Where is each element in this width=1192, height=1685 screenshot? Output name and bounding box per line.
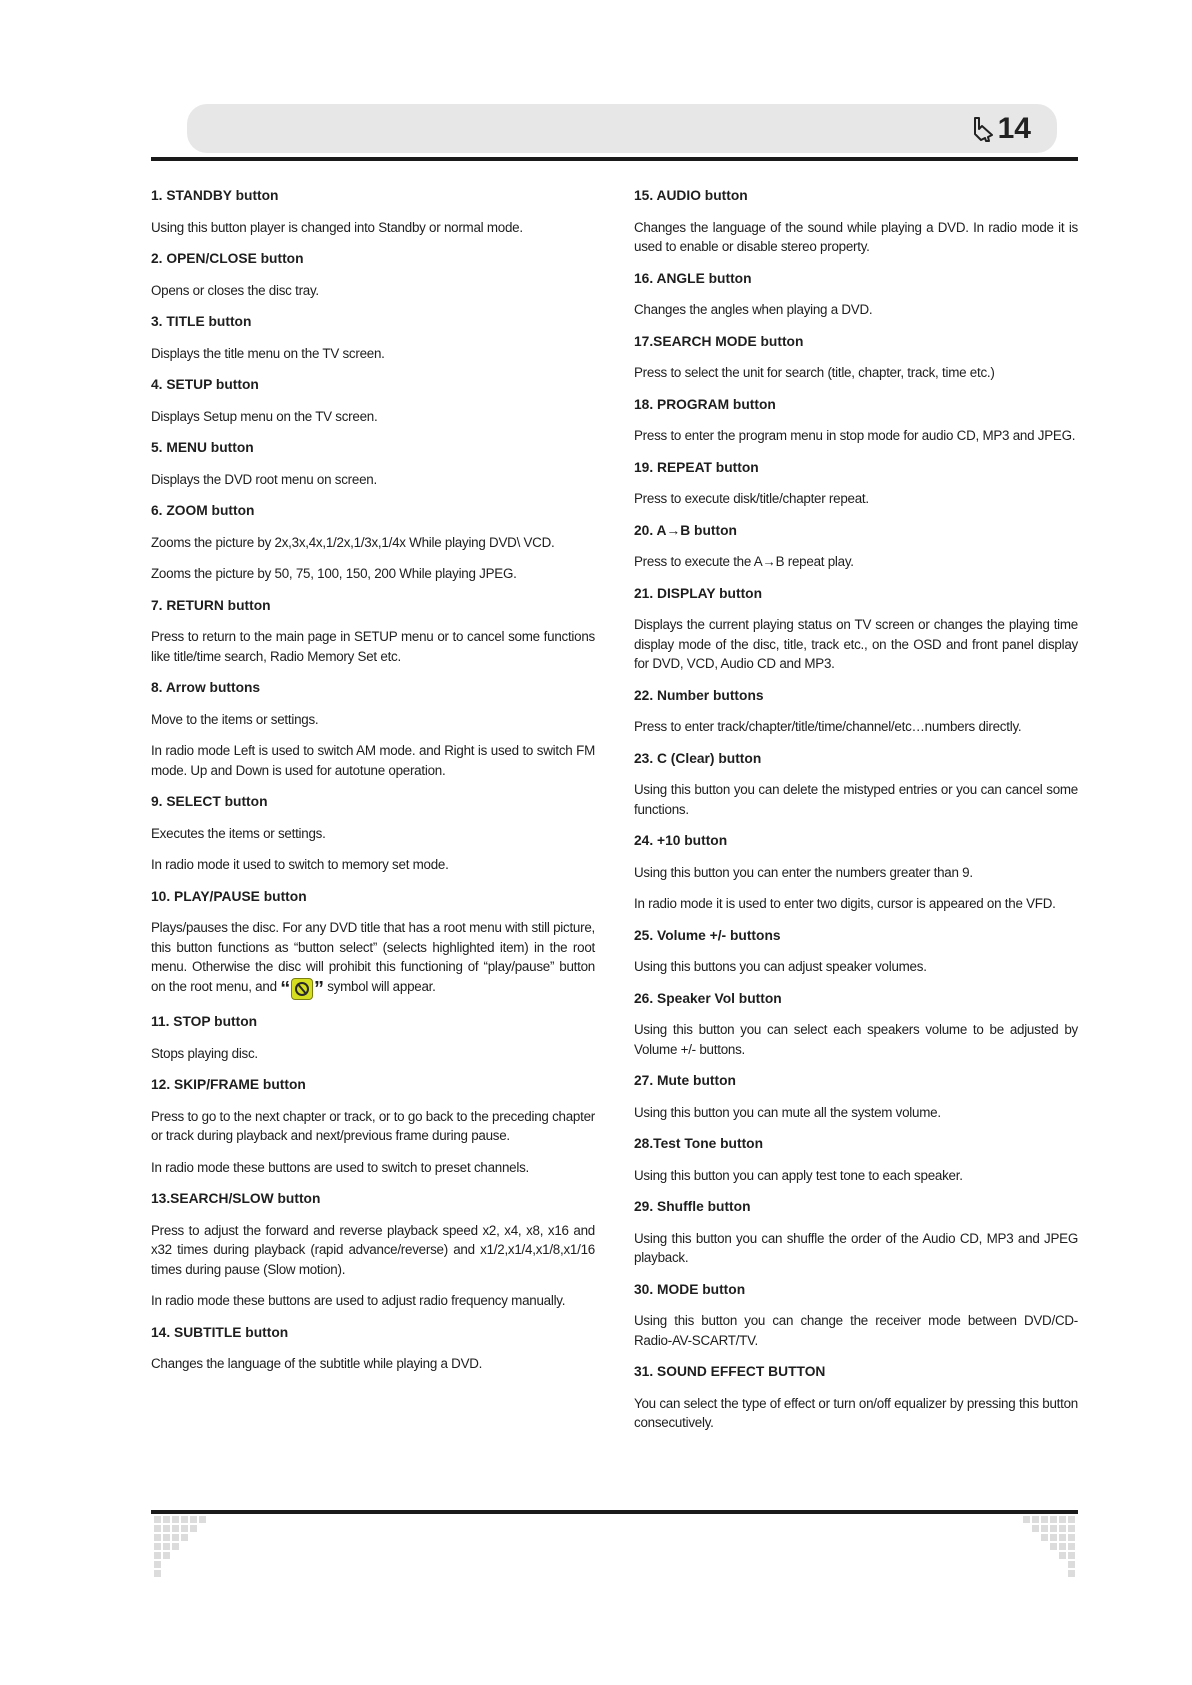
left-column — [151, 186, 595, 1386]
button-entry — [634, 395, 1078, 446]
entry-title: 12. SKIP/FRAME button — [151, 1077, 306, 1093]
entry-description: Press to execute disk/title/chapter repeat. — [634, 491, 869, 506]
decorative-dot — [163, 1525, 170, 1532]
entry-description: You can select the type of effect or turn on/off equalizer by pressing this button consecutively. — [634, 1395, 1078, 1430]
entry-description: Press to enter track/chapter/title/time/channel/etc…numbers directly. — [634, 719, 1022, 734]
button-entry — [151, 375, 595, 426]
button-entry — [634, 1280, 1078, 1351]
decorative-dot — [1023, 1516, 1030, 1523]
decorative-dot — [181, 1516, 188, 1523]
button-entry — [634, 926, 1078, 977]
decorative-dot — [154, 1516, 161, 1523]
entry-title: 18. PROGRAM button — [634, 396, 776, 412]
entry-title: 17.SEARCH MODE button — [634, 333, 804, 349]
entry-description: Displays the DVD root menu on screen. — [151, 471, 377, 487]
decorative-dot — [1068, 1516, 1075, 1523]
close-quote: ” — [314, 977, 324, 1000]
button-entry — [634, 332, 1078, 383]
decorative-dot — [1050, 1516, 1057, 1523]
entry-title: 1. STANDBY button — [151, 188, 279, 203]
top-rule — [151, 157, 1078, 161]
entry-title: 30. MODE button — [634, 1281, 746, 1297]
entry-description: Stops playing disc. — [151, 1045, 258, 1061]
entry-title: 31. SOUND EFFECT BUTTON — [634, 1364, 826, 1379]
right-column — [634, 186, 1078, 1445]
decorative-dot — [181, 1525, 188, 1532]
entry-description: Press to enter the program menu in stop mode for audio CD, MP3 and JPEG. — [634, 428, 1076, 443]
entry-title: 10. PLAY/PAUSE button — [151, 888, 307, 904]
decorative-dot — [172, 1534, 179, 1541]
decorative-dot — [1068, 1570, 1075, 1577]
entry-description: Using this button you can mute all the system volume. — [634, 1104, 941, 1120]
decorative-dot — [190, 1516, 197, 1523]
decorative-dot — [154, 1570, 161, 1577]
decorative-dot — [1041, 1534, 1048, 1541]
entry-title: 21. DISPLAY button — [634, 585, 763, 601]
entry-description: Changes the language of the sound while playing a DVD. In radio mode it is used to enable or disable stereo property. — [634, 219, 1078, 254]
decorative-dot — [1032, 1525, 1039, 1532]
decorative-dot — [181, 1534, 188, 1541]
decorative-dot — [172, 1543, 179, 1550]
decorative-dot — [163, 1543, 170, 1550]
decorative-dot — [154, 1525, 161, 1532]
decorative-dot — [163, 1516, 170, 1523]
entry-title: 24. +10 button — [634, 833, 728, 848]
button-entry — [151, 312, 595, 363]
button-entry — [151, 501, 595, 584]
entry-description: Press to return to the main page in SETUP menu or to cancel some functions like title/time search, Radio Memory Set etc. — [151, 629, 595, 664]
entry-title: 19. REPEAT button — [634, 459, 759, 475]
entry-description: In radio mode it is used to enter two digits, cursor is appeared on the VFD. — [634, 896, 1056, 911]
button-entry — [151, 1189, 595, 1311]
page-number — [970, 112, 1031, 146]
decorative-dot — [172, 1525, 179, 1532]
decorative-dot — [1050, 1534, 1057, 1541]
button-entry — [151, 1012, 595, 1063]
entry-title: 4. SETUP button — [151, 377, 259, 392]
decorative-dot — [1041, 1525, 1048, 1532]
entry-title: 2. OPEN/CLOSE button — [151, 251, 304, 266]
entry-description: Press to go to the next chapter or track, or to go back to the preceding chapter or track during playback and next/previous frame during pause. — [151, 1108, 595, 1144]
entry-title: 6. ZOOM button — [151, 503, 255, 518]
button-entry — [151, 249, 595, 300]
entry-description: Executes the items or settings. — [151, 825, 326, 841]
entry-title: 20. A→B button — [634, 522, 737, 538]
entry-description: Displays the current playing status on TV screen or changes the playing time display mode of the disc, title, track etc., on the OSD and front panel display for DVD, VCD, Audio CD and MP3. — [634, 617, 1078, 671]
button-entry — [634, 1071, 1078, 1122]
entry-title: 8. Arrow buttons — [151, 680, 261, 695]
decorative-dot — [1050, 1525, 1057, 1532]
prohibited-symbol — [280, 978, 324, 1000]
button-entry — [634, 749, 1078, 820]
entry-description: Opens or closes the disc tray. — [151, 282, 319, 298]
entry-description: Press to select the unit for search (title, chapter, track, time etc.) — [634, 365, 995, 380]
decorative-dots-right — [1014, 1516, 1078, 1582]
entry-title: 11. STOP button — [151, 1014, 258, 1030]
entry-title: 9. SELECT button — [151, 794, 268, 809]
entry-description: Using this button you can delete the mistyped entries or you can cancel some functions. — [634, 782, 1078, 817]
entry-description: Using this button you can enter the numbers greater than 9. — [634, 864, 973, 880]
button-entry — [634, 686, 1078, 737]
button-entry — [634, 989, 1078, 1060]
decorative-dot — [1068, 1534, 1075, 1541]
entry-title: 25. Volume +/- buttons — [634, 927, 781, 943]
decorative-dot — [1041, 1516, 1048, 1523]
entry-description: Press to execute the A→B repeat play. — [634, 554, 854, 569]
button-entry — [151, 438, 595, 489]
button-entry — [634, 1134, 1078, 1185]
entry-description: Displays Setup menu on the TV screen. — [151, 408, 378, 424]
entry-description: Zooms the picture by 2x,3x,4x,1/2x,1/3x,1/4x While playing DVD\ VCD. — [151, 534, 555, 550]
button-entry — [151, 678, 595, 780]
prohibited-icon — [291, 978, 313, 1000]
description-text: Plays/pauses the disc. For any DVD title that has a root menu with still picture, this button functions as “button select” (selects highlighted item) in the root menu. Otherwise the disc will prohibit this functioning of “play/pause” button on the root menu, and — [151, 920, 595, 994]
bottom-rule — [151, 1510, 1078, 1514]
entry-title: 7. RETURN button — [151, 597, 271, 613]
entry-description: Press to adjust the forward and reverse playback speed x2, x4, x8, x16 and x32 times during playback (rapid advance/reverse) and x1/2,x1/4,x1/8,x1/16 times during pause (Slow motion). — [151, 1222, 595, 1277]
entry-description: Using this button you can apply test tone to each speaker. — [634, 1167, 963, 1183]
button-entry — [634, 831, 1078, 914]
decorative-dot — [1059, 1516, 1066, 1523]
decorative-dot — [154, 1561, 161, 1568]
button-entry — [634, 1197, 1078, 1268]
entry-title: 26. Speaker Vol button — [634, 990, 782, 1006]
button-entry — [151, 596, 595, 667]
page-header — [187, 104, 1057, 153]
decorative-dot — [199, 1516, 206, 1523]
entry-description: Using this button player is changed into Standby or normal mode. — [151, 219, 523, 235]
button-entry — [151, 887, 595, 1001]
button-entry — [151, 186, 595, 237]
decorative-dot — [154, 1534, 161, 1541]
entry-title: 14. SUBTITLE button — [151, 1324, 289, 1340]
entry-description: Move to the items or settings. — [151, 711, 319, 727]
entry-description — [151, 918, 595, 1000]
decorative-dot — [1068, 1552, 1075, 1559]
page-number-text: 14 — [997, 112, 1031, 145]
entry-description: Using this buttons you can adjust speaker volumes. — [634, 959, 927, 974]
button-entry — [634, 521, 1078, 572]
entry-description: Using this button you can change the receiver mode between DVD/CD-Radio-AV-SCART/TV. — [634, 1313, 1078, 1348]
entry-title: 3. TITLE button — [151, 314, 252, 329]
entry-title: 23. C (Clear) button — [634, 750, 762, 766]
entry-title: 13.SEARCH/SLOW button — [151, 1191, 321, 1207]
entry-title: 28.Test Tone button — [634, 1136, 764, 1151]
entry-description: In radio mode these buttons are used to adjust radio frequency manually. — [151, 1293, 566, 1309]
entry-description: Using this button you can shuffle the order of the Audio CD, MP3 and JPEG playback. — [634, 1230, 1078, 1265]
button-entry — [634, 458, 1078, 509]
decorative-dot — [1059, 1552, 1066, 1559]
entry-title: 16. ANGLE button — [634, 270, 752, 286]
button-entry — [151, 792, 595, 875]
entry-title: 27. Mute button — [634, 1073, 736, 1088]
entry-description: In radio mode it used to switch to memory set mode. — [151, 857, 449, 872]
decorative-dot — [1050, 1543, 1057, 1550]
entry-title: 5. MENU button — [151, 440, 254, 455]
decorative-dot — [163, 1552, 170, 1559]
entry-description: Zooms the picture by 50, 75, 100, 150, 200 While playing JPEG. — [151, 566, 517, 581]
button-entry — [634, 186, 1078, 257]
button-entry — [634, 269, 1078, 320]
decorative-dot — [1068, 1543, 1075, 1550]
entry-description: In radio mode Left is used to switch AM mode. and Right is used to switch FM mode. Up and Down is used for autotune operation. — [151, 743, 595, 778]
decorative-dot — [1059, 1543, 1066, 1550]
entry-description: Changes the angles when playing a DVD. — [634, 302, 873, 317]
entry-title: 15. AUDIO button — [634, 188, 748, 203]
button-entry — [634, 1362, 1078, 1433]
hand-pointer-icon — [970, 115, 996, 143]
decorative-dot — [1068, 1561, 1075, 1568]
decorative-dot — [190, 1525, 197, 1532]
decorative-dot — [1059, 1534, 1066, 1541]
entry-title: 22. Number buttons — [634, 687, 764, 703]
decorative-dot — [163, 1534, 170, 1541]
button-entry — [151, 1075, 595, 1177]
decorative-dots-left — [154, 1516, 218, 1582]
entry-title: 29. Shuffle button — [634, 1199, 751, 1214]
button-entry — [634, 584, 1078, 674]
decorative-dot — [1032, 1516, 1039, 1523]
entry-description: Using this button you can select each speakers volume to be adjusted by Volume +/- buttons. — [634, 1022, 1078, 1057]
decorative-dot — [1059, 1525, 1066, 1532]
decorative-dot — [154, 1543, 161, 1550]
entry-description: Changes the language of the subtitle while playing a DVD. — [151, 1356, 483, 1372]
entry-description: In radio mode these buttons are used to switch to preset channels. — [151, 1159, 530, 1175]
decorative-dot — [1068, 1525, 1075, 1532]
open-quote: “ — [280, 977, 290, 1000]
decorative-dot — [154, 1552, 161, 1559]
entry-description: Displays the title menu on the TV screen. — [151, 345, 385, 361]
decorative-dot — [172, 1516, 179, 1523]
description-text: symbol will appear. — [323, 978, 436, 994]
button-entry — [151, 1323, 595, 1374]
